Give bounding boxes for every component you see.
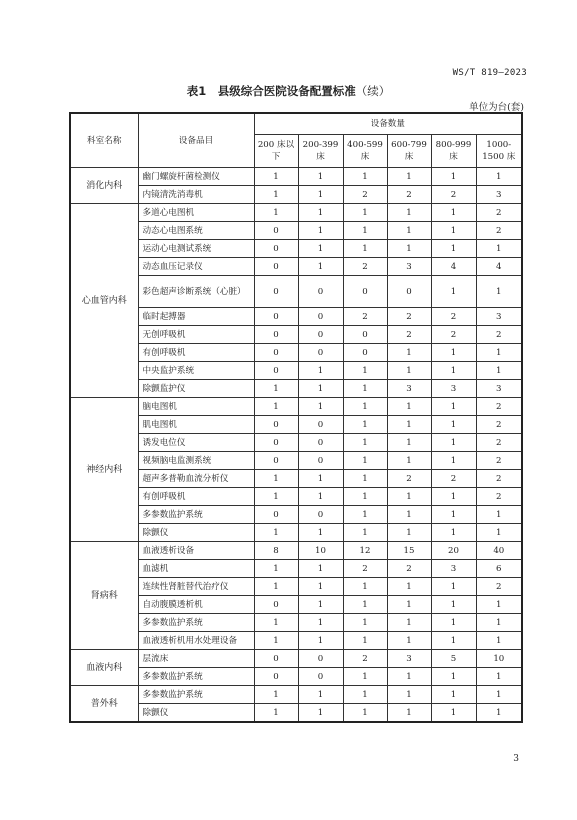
quantity-cell: 2 — [343, 258, 387, 276]
quantity-cell: 1 — [476, 506, 522, 524]
quantity-cell: 1 — [431, 704, 476, 723]
quantity-cell: 1 — [254, 632, 298, 650]
header-band-2: 200-399 床 — [298, 135, 343, 168]
quantity-cell: 2 — [431, 308, 476, 326]
quantity-cell: 1 — [254, 204, 298, 222]
table-row — [70, 434, 522, 452]
equipment-item-cell: 多参数监护系统 — [138, 614, 254, 632]
header-band-5: 800-999 床 — [431, 135, 476, 168]
quantity-cell: 0 — [254, 344, 298, 362]
quantity-cell: 1 — [343, 578, 387, 596]
quantity-cell: 0 — [343, 276, 387, 308]
quantity-cell: 0 — [387, 276, 431, 308]
table-title-text: 表1 县级综合医院设备配置标准 — [186, 84, 356, 98]
quantity-cell: 1 — [298, 686, 343, 704]
quantity-cell: 1 — [343, 704, 387, 723]
quantity-cell: 1 — [431, 632, 476, 650]
quantity-cell: 1 — [298, 398, 343, 416]
quantity-cell: 1 — [387, 222, 431, 240]
equipment-item-cell: 内镜清洗消毒机 — [138, 186, 254, 204]
quantity-cell: 1 — [431, 686, 476, 704]
equipment-item-cell: 血滤机 — [138, 560, 254, 578]
quantity-cell: 1 — [431, 524, 476, 542]
quantity-cell: 1 — [476, 362, 522, 380]
quantity-cell: 1 — [431, 416, 476, 434]
quantity-cell: 0 — [254, 650, 298, 668]
quantity-cell: 2 — [343, 560, 387, 578]
equipment-item-cell: 连续性肾脏替代治疗仪 — [138, 578, 254, 596]
quantity-cell: 1 — [387, 704, 431, 723]
quantity-cell: 1 — [476, 168, 522, 186]
quantity-cell: 1 — [476, 240, 522, 258]
quantity-cell: 4 — [431, 258, 476, 276]
quantity-cell: 1 — [254, 686, 298, 704]
quantity-cell: 1 — [476, 704, 522, 723]
quantity-cell: 1 — [298, 470, 343, 488]
quantity-cell: 1 — [254, 470, 298, 488]
table-row — [70, 506, 522, 524]
quantity-cell: 1 — [343, 632, 387, 650]
table-row — [70, 668, 522, 686]
table-row — [70, 650, 522, 668]
quantity-cell: 1 — [476, 614, 522, 632]
quantity-cell: 12 — [343, 542, 387, 560]
quantity-cell: 1 — [387, 614, 431, 632]
quantity-cell: 1 — [431, 276, 476, 308]
quantity-cell: 0 — [254, 596, 298, 614]
equipment-item-cell: 血液透析设备 — [138, 542, 254, 560]
equipment-item-cell: 超声多普勒血流分析仪 — [138, 470, 254, 488]
quantity-cell: 1 — [431, 240, 476, 258]
quantity-cell: 1 — [343, 398, 387, 416]
dept-name-cell: 血液内科 — [70, 650, 138, 686]
quantity-cell: 0 — [254, 506, 298, 524]
quantity-cell: 0 — [254, 240, 298, 258]
quantity-cell: 3 — [431, 560, 476, 578]
quantity-cell: 1 — [254, 524, 298, 542]
quantity-cell: 1 — [343, 524, 387, 542]
table-row — [70, 240, 522, 258]
quantity-cell: 0 — [298, 416, 343, 434]
quantity-cell: 0 — [254, 668, 298, 686]
quantity-cell: 1 — [343, 434, 387, 452]
table-row — [70, 416, 522, 434]
table-row — [70, 704, 522, 723]
quantity-cell: 1 — [298, 578, 343, 596]
quantity-cell: 1 — [387, 240, 431, 258]
quantity-cell: 2 — [476, 434, 522, 452]
quantity-cell: 1 — [431, 434, 476, 452]
quantity-cell: 2 — [387, 560, 431, 578]
quantity-cell: 1 — [298, 222, 343, 240]
quantity-cell: 0 — [254, 452, 298, 470]
quantity-cell: 2 — [387, 326, 431, 344]
quantity-cell: 1 — [298, 258, 343, 276]
header-quantity: 设备数量 — [254, 113, 522, 135]
quantity-cell: 1 — [431, 578, 476, 596]
quantity-cell: 1 — [476, 276, 522, 308]
equipment-item-cell: 多道心电图机 — [138, 204, 254, 222]
equipment-item-cell: 肌电图机 — [138, 416, 254, 434]
quantity-cell: 1 — [387, 524, 431, 542]
quantity-cell: 3 — [387, 380, 431, 398]
quantity-cell: 10 — [298, 542, 343, 560]
quantity-cell: 1 — [343, 240, 387, 258]
quantity-cell: 1 — [387, 168, 431, 186]
table-row — [70, 596, 522, 614]
quantity-cell: 1 — [431, 222, 476, 240]
quantity-cell: 2 — [387, 470, 431, 488]
equipment-item-cell: 脑电图机 — [138, 398, 254, 416]
equipment-item-cell: 视频脑电监测系统 — [138, 452, 254, 470]
quantity-cell: 1 — [387, 434, 431, 452]
quantity-cell: 1 — [343, 668, 387, 686]
quantity-cell: 1 — [431, 596, 476, 614]
table-row — [70, 398, 522, 416]
quantity-cell: 1 — [254, 186, 298, 204]
quantity-cell: 2 — [476, 578, 522, 596]
equipment-item-cell: 血液透析机用水处理设备 — [138, 632, 254, 650]
table-row — [70, 186, 522, 204]
equipment-item-cell: 除颤监护仪 — [138, 380, 254, 398]
quantity-cell: 0 — [298, 326, 343, 344]
table-row — [70, 326, 522, 344]
quantity-cell: 3 — [387, 650, 431, 668]
quantity-cell: 2 — [387, 308, 431, 326]
quantity-cell: 1 — [298, 488, 343, 506]
quantity-cell: 2 — [343, 186, 387, 204]
table-row — [70, 452, 522, 470]
quantity-cell: 2 — [476, 326, 522, 344]
quantity-cell: 1 — [298, 168, 343, 186]
quantity-cell: 0 — [298, 650, 343, 668]
quantity-cell: 1 — [431, 614, 476, 632]
equipment-item-cell: 运动心电测试系统 — [138, 240, 254, 258]
table-row — [70, 344, 522, 362]
dept-name-cell: 消化内科 — [70, 168, 138, 204]
quantity-cell: 1 — [387, 578, 431, 596]
quantity-cell: 0 — [343, 326, 387, 344]
table-row — [70, 380, 522, 398]
quantity-cell: 2 — [476, 452, 522, 470]
quantity-cell: 1 — [387, 632, 431, 650]
quantity-cell: 1 — [298, 704, 343, 723]
table-row — [70, 308, 522, 326]
quantity-cell: 1 — [431, 452, 476, 470]
header-band-6: 1000-1500 床 — [476, 135, 522, 168]
table-row — [70, 276, 522, 308]
table-body — [70, 168, 522, 723]
unit-note: 单位为台(套) — [469, 102, 524, 113]
quantity-cell: 0 — [298, 434, 343, 452]
standard-code: WS/T 819—2023 — [452, 68, 527, 78]
quantity-cell: 0 — [254, 434, 298, 452]
table-row — [70, 632, 522, 650]
quantity-cell: 1 — [343, 686, 387, 704]
equipment-item-cell: 诱发电位仪 — [138, 434, 254, 452]
quantity-cell: 1 — [476, 686, 522, 704]
table-row — [70, 524, 522, 542]
quantity-cell: 6 — [476, 560, 522, 578]
quantity-cell: 2 — [476, 204, 522, 222]
table-row — [70, 204, 522, 222]
quantity-cell: 2 — [476, 470, 522, 488]
equipment-item-cell: 层流床 — [138, 650, 254, 668]
quantity-cell: 2 — [476, 416, 522, 434]
quantity-cell: 1 — [254, 488, 298, 506]
quantity-cell: 1 — [387, 488, 431, 506]
quantity-cell: 1 — [298, 186, 343, 204]
quantity-cell: 1 — [431, 204, 476, 222]
header-item: 设备品目 — [138, 113, 254, 168]
quantity-cell: 1 — [343, 488, 387, 506]
equipment-item-cell: 多参数监护系统 — [138, 668, 254, 686]
quantity-cell: 1 — [343, 168, 387, 186]
quantity-cell: 1 — [343, 614, 387, 632]
quantity-cell: 15 — [387, 542, 431, 560]
quantity-cell: 0 — [298, 308, 343, 326]
quantity-cell: 0 — [254, 326, 298, 344]
quantity-cell: 2 — [431, 470, 476, 488]
quantity-cell: 10 — [476, 650, 522, 668]
quantity-cell: 0 — [254, 362, 298, 380]
quantity-cell: 1 — [343, 452, 387, 470]
page-number: 3 — [513, 754, 519, 764]
table-row — [70, 470, 522, 488]
quantity-cell: 3 — [476, 308, 522, 326]
quantity-cell: 1 — [298, 632, 343, 650]
quantity-cell: 1 — [254, 398, 298, 416]
quantity-cell: 1 — [298, 240, 343, 258]
quantity-cell: 1 — [476, 524, 522, 542]
header-band-4: 600-799 床 — [387, 135, 431, 168]
equipment-item-cell: 除颤仪 — [138, 524, 254, 542]
quantity-cell: 1 — [254, 614, 298, 632]
quantity-cell: 1 — [343, 222, 387, 240]
quantity-cell: 40 — [476, 542, 522, 560]
quantity-cell: 1 — [476, 668, 522, 686]
quantity-cell: 1 — [387, 686, 431, 704]
quantity-cell: 2 — [431, 186, 476, 204]
quantity-cell: 0 — [298, 506, 343, 524]
quantity-cell: 1 — [431, 488, 476, 506]
quantity-cell: 1 — [298, 204, 343, 222]
quantity-cell: 2 — [476, 398, 522, 416]
quantity-cell: 0 — [254, 308, 298, 326]
quantity-cell: 2 — [476, 488, 522, 506]
quantity-cell: 1 — [298, 362, 343, 380]
quantity-cell: 1 — [254, 380, 298, 398]
quantity-cell: 1 — [254, 578, 298, 596]
dept-name-cell: 普外科 — [70, 686, 138, 723]
table-row — [70, 560, 522, 578]
quantity-cell: 0 — [343, 344, 387, 362]
quantity-cell: 1 — [387, 506, 431, 524]
table-row — [70, 258, 522, 276]
quantity-cell: 2 — [343, 308, 387, 326]
quantity-cell: 1 — [254, 704, 298, 723]
quantity-cell: 1 — [387, 668, 431, 686]
equipment-item-cell: 幽门螺旋杆菌检测仪 — [138, 168, 254, 186]
quantity-cell: 4 — [476, 258, 522, 276]
quantity-cell: 1 — [254, 560, 298, 578]
quantity-cell: 1 — [343, 596, 387, 614]
quantity-cell: 1 — [298, 524, 343, 542]
equipment-item-cell: 自动腹膜透析机 — [138, 596, 254, 614]
quantity-cell: 2 — [476, 222, 522, 240]
equipment-table — [69, 112, 523, 723]
quantity-cell: 1 — [431, 506, 476, 524]
quantity-cell: 3 — [476, 380, 522, 398]
quantity-cell: 5 — [431, 650, 476, 668]
quantity-cell: 0 — [298, 452, 343, 470]
quantity-cell: 0 — [254, 222, 298, 240]
quantity-cell: 1 — [343, 362, 387, 380]
quantity-cell: 3 — [476, 186, 522, 204]
header-band-3: 400-599 床 — [343, 135, 387, 168]
quantity-cell: 1 — [431, 344, 476, 362]
quantity-cell: 1 — [254, 168, 298, 186]
quantity-cell: 1 — [387, 596, 431, 614]
equipment-item-cell: 动态血压记录仪 — [138, 258, 254, 276]
quantity-cell: 1 — [298, 614, 343, 632]
quantity-cell: 1 — [298, 560, 343, 578]
quantity-cell: 1 — [431, 168, 476, 186]
quantity-cell: 3 — [431, 380, 476, 398]
equipment-item-cell: 除颤仪 — [138, 704, 254, 723]
quantity-cell: 1 — [298, 596, 343, 614]
quantity-cell: 2 — [387, 186, 431, 204]
quantity-cell: 0 — [298, 344, 343, 362]
quantity-cell: 1 — [387, 344, 431, 362]
dept-name-cell: 神经内科 — [70, 398, 138, 542]
quantity-cell: 0 — [298, 668, 343, 686]
table-row — [70, 614, 522, 632]
quantity-cell: 0 — [254, 276, 298, 308]
quantity-cell: 1 — [431, 668, 476, 686]
quantity-cell: 20 — [431, 542, 476, 560]
quantity-cell: 3 — [387, 258, 431, 276]
quantity-cell: 1 — [476, 596, 522, 614]
table-row — [70, 168, 522, 186]
quantity-cell: 1 — [387, 204, 431, 222]
table-row — [70, 222, 522, 240]
quantity-cell: 1 — [343, 470, 387, 488]
equipment-item-cell: 无创呼吸机 — [138, 326, 254, 344]
quantity-cell: 1 — [431, 398, 476, 416]
quantity-cell: 1 — [476, 632, 522, 650]
table-row — [70, 686, 522, 704]
table-title-continued: （续） — [355, 84, 391, 98]
quantity-cell: 1 — [298, 380, 343, 398]
quantity-cell: 1 — [343, 416, 387, 434]
quantity-cell: 1 — [431, 362, 476, 380]
equipment-item-cell: 有创呼吸机 — [138, 488, 254, 506]
equipment-item-cell: 动态心电图系统 — [138, 222, 254, 240]
table-title — [0, 83, 577, 99]
table-row — [70, 578, 522, 596]
table-row — [70, 542, 522, 560]
equipment-item-cell: 临时起搏器 — [138, 308, 254, 326]
header-dept: 科室名称 — [70, 113, 138, 168]
quantity-cell: 1 — [476, 344, 522, 362]
header-band-1: 200 床以下 — [254, 135, 298, 168]
dept-name-cell: 肾病科 — [70, 542, 138, 650]
quantity-cell: 2 — [431, 326, 476, 344]
equipment-item-cell: 中央监护系统 — [138, 362, 254, 380]
equipment-item-cell: 彩色超声诊断系统（心脏） — [138, 276, 254, 308]
equipment-item-cell: 多参数监护系统 — [138, 686, 254, 704]
quantity-cell: 1 — [343, 506, 387, 524]
quantity-cell: 1 — [387, 362, 431, 380]
quantity-cell: 1 — [343, 204, 387, 222]
quantity-cell: 0 — [254, 258, 298, 276]
quantity-cell: 1 — [343, 380, 387, 398]
table-row — [70, 362, 522, 380]
table-row — [70, 488, 522, 506]
equipment-item-cell: 有创呼吸机 — [138, 344, 254, 362]
quantity-cell: 2 — [343, 650, 387, 668]
quantity-cell: 1 — [387, 416, 431, 434]
equipment-item-cell: 多参数监护系统 — [138, 506, 254, 524]
quantity-cell: 8 — [254, 542, 298, 560]
quantity-cell: 1 — [387, 452, 431, 470]
dept-name-cell: 心血管内科 — [70, 204, 138, 398]
quantity-cell: 1 — [387, 398, 431, 416]
quantity-cell: 0 — [298, 276, 343, 308]
quantity-cell: 0 — [254, 416, 298, 434]
